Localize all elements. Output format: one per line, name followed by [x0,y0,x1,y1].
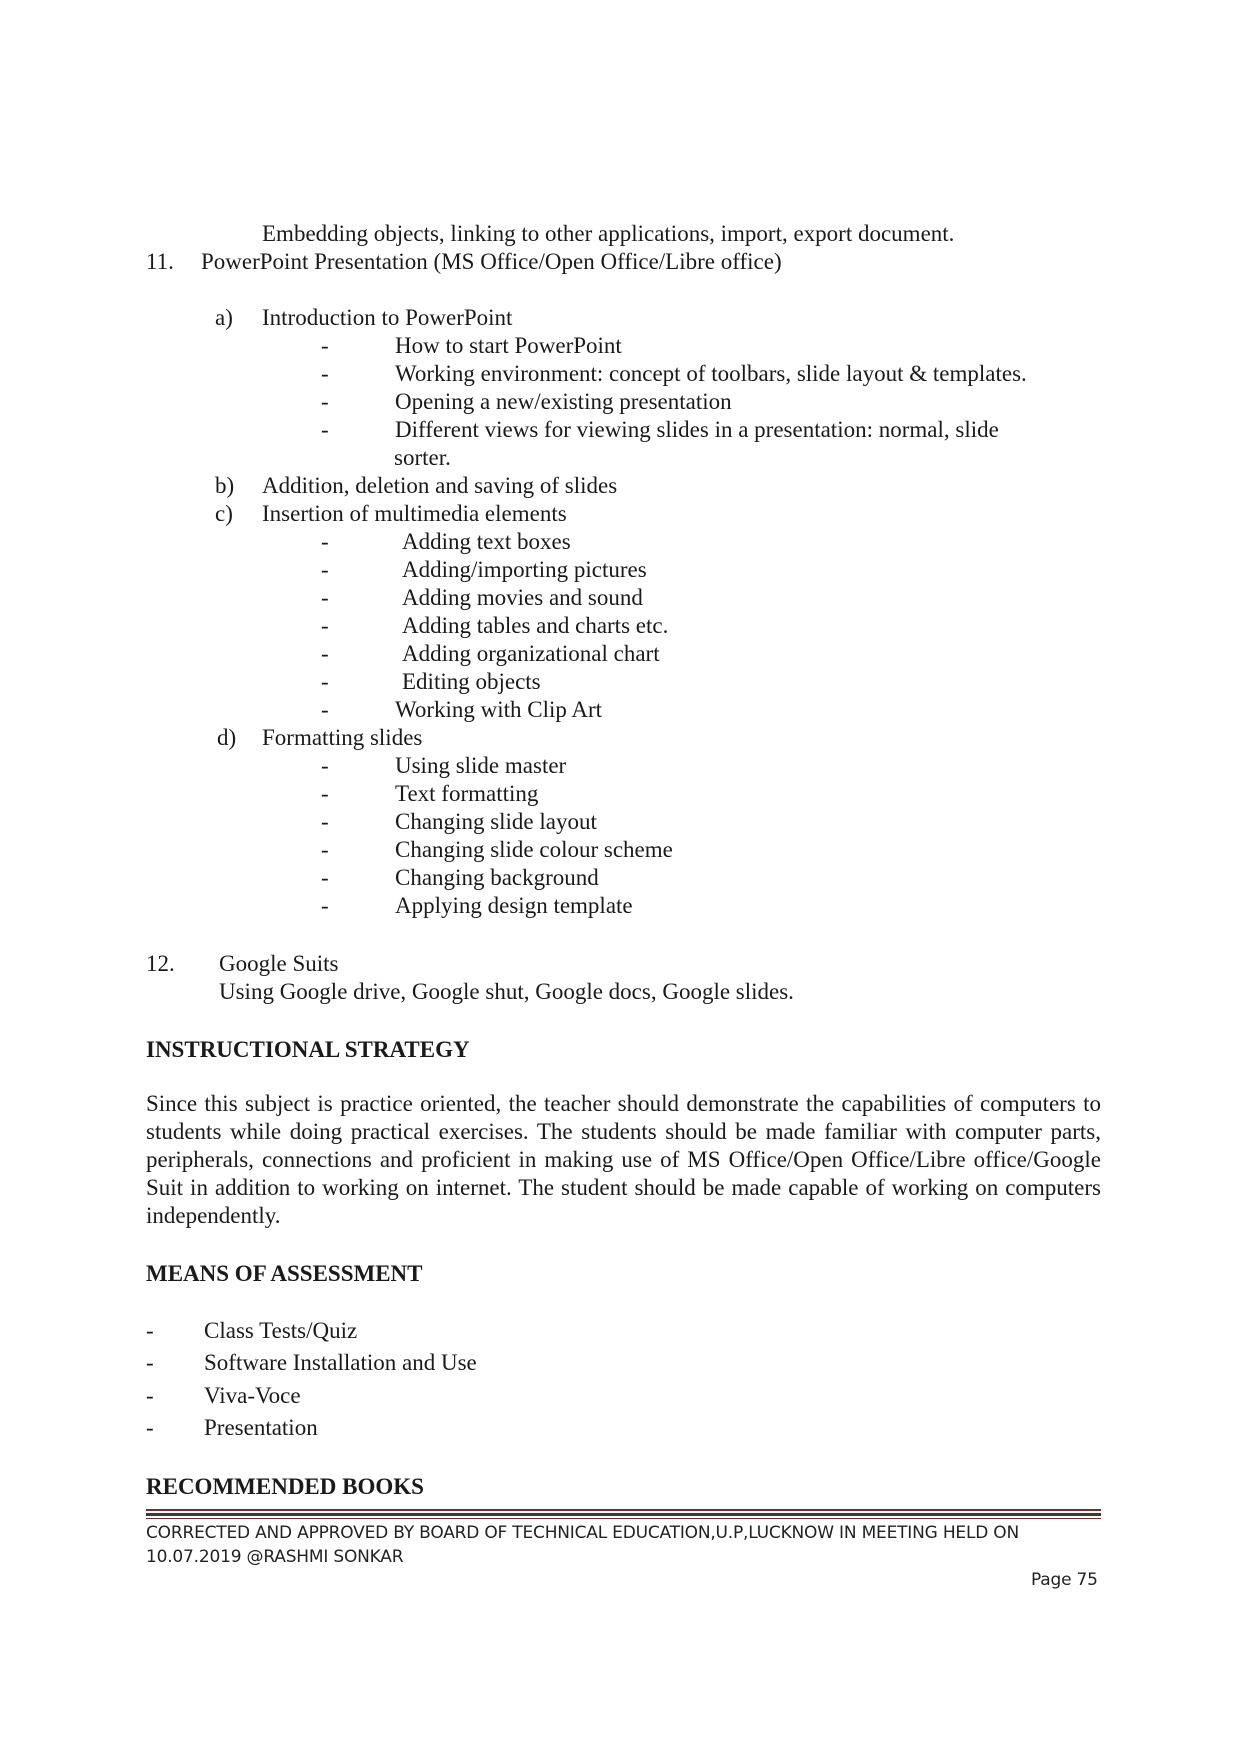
list-item: Text formatting [395,781,539,806]
assessment-item: Presentation [204,1415,318,1440]
list-dash: - [321,585,329,610]
footer-date-author: 10.07.2019 @RASHMI SONKAR [146,1547,404,1567]
instructional-strategy-heading: INSTRUCTIONAL STRATEGY [146,1037,470,1062]
section-12-number: 12. [146,951,175,976]
list-item: Adding organizational chart [402,641,660,666]
intro-line: Embedding objects, linking to other applications, import, export document. [262,221,955,246]
subsection-c-title: Insertion of multimedia elements [262,501,567,526]
list-dash: - [146,1415,154,1440]
list-dash: - [321,333,329,358]
list-dash: - [321,529,329,554]
footer-rule [146,1509,1101,1511]
section-12-title: Google Suits [219,951,339,976]
subsection-b-label: b) [215,473,235,498]
footer-rule [146,1518,1101,1519]
list-dash: - [321,893,329,918]
list-item: Adding/importing pictures [402,557,647,582]
subsection-d-title: Formatting slides [262,725,423,750]
assessment-item: Class Tests/Quiz [204,1318,358,1343]
list-dash: - [146,1383,154,1408]
list-item: Different views for viewing slides in a presentation: normal, slide [395,417,999,442]
list-item: Working environment: concept of toolbars, slide layout & templates. [395,361,1027,386]
list-item: Adding tables and charts etc. [402,613,669,638]
means-of-assessment-heading: MEANS OF ASSESSMENT [146,1261,423,1286]
subsection-d-label: d) [217,725,237,750]
page-number: Page 75 [1031,1570,1098,1590]
list-item: Working with Clip Art [395,697,603,722]
list-dash: - [321,557,329,582]
list-dash: - [321,417,329,442]
section-12-line: Using Google drive, Google shut, Google docs, Google slides. [219,979,794,1004]
assessment-item: Software Installation and Use [204,1350,477,1375]
list-dash: - [321,753,329,778]
list-item: Changing slide layout [395,809,597,834]
list-dash: - [146,1318,154,1343]
section-11-number: 11. [146,249,174,274]
subsection-b-title: Addition, deletion and saving of slides [262,473,618,498]
list-dash: - [321,697,329,722]
subsection-c-label: c) [215,501,233,526]
list-dash: - [321,361,329,386]
list-item: Editing objects [402,669,541,694]
section-11-title: PowerPoint Presentation (MS Office/Open Office/Libre office) [201,249,782,274]
instructional-strategy-paragraph: Since this subject is practice oriented, the teacher should demonstrate the capabilities of computers to students while doing practical exercises. The students should be made familiar with computer parts, peripherals, connections and proficient in making use of MS Office/Open Office/Libre office/Google Suit in addition to working on internet. The student should be made capable of working on computers independently. [146,1091,1101,1228]
list-dash: - [321,669,329,694]
list-dash: - [321,389,329,414]
list-dash: - [321,809,329,834]
subsection-a-label: a) [215,305,233,330]
list-item: Opening a new/existing presentation [395,389,732,414]
list-item: Adding movies and sound [402,585,643,610]
assessment-item: Viva-Voce [204,1383,301,1408]
list-item: Adding text boxes [402,529,571,554]
footer-rule [146,1513,1101,1516]
list-item: Changing background [395,865,599,890]
list-item: Using slide master [395,753,567,778]
list-dash: - [321,641,329,666]
subsection-a-title: Introduction to PowerPoint [262,305,513,330]
list-item: Changing slide colour scheme [395,837,673,862]
recommended-books-heading: RECOMMENDED BOOKS [146,1474,424,1499]
list-dash: - [321,837,329,862]
list-dash: - [321,781,329,806]
list-item-continuation: sorter. [394,445,451,470]
list-item: How to start PowerPoint [395,333,622,358]
list-item: Applying design template [395,893,633,918]
list-dash: - [321,865,329,890]
footer-approval-line: CORRECTED AND APPROVED BY BOARD OF TECHNICAL EDUCATION,U.P,LUCKNOW IN MEETING HELD ON [146,1523,1020,1543]
list-dash: - [146,1350,154,1375]
list-dash: - [321,613,329,638]
